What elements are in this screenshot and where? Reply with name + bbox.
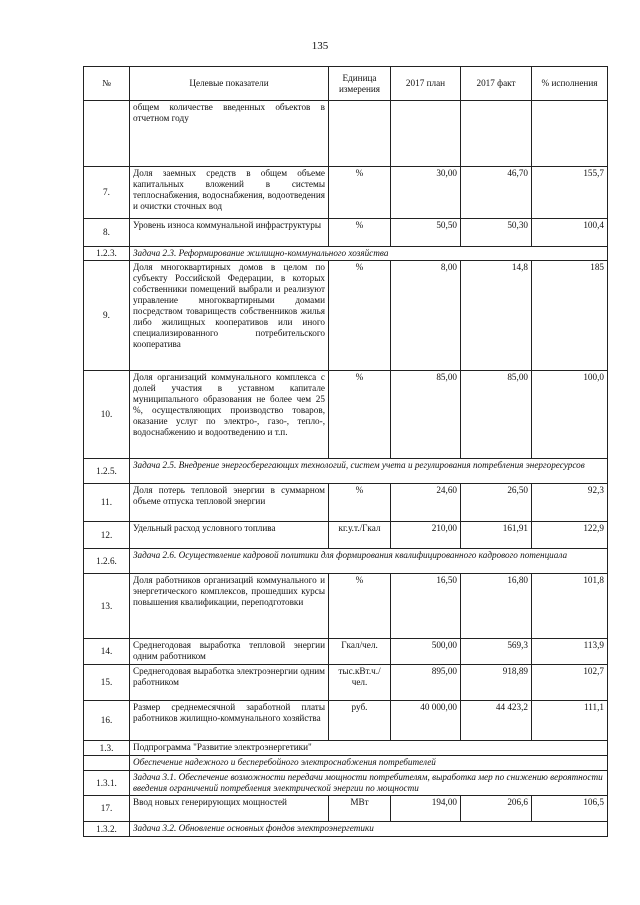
row-percent: 101,8 xyxy=(532,574,608,639)
row-unit: % xyxy=(329,219,391,247)
row-indicator: Доля заемных средств в общем объеме капитальных вложений в системы теплоснабжения, водоснабжения, водоотведения и очистки сточных вод xyxy=(130,167,329,219)
header-fact: 2017 факт xyxy=(461,67,532,101)
section-number: 1.2.5. xyxy=(84,459,130,484)
row-plan: 40 000,00 xyxy=(391,701,461,741)
row-fact: 16,80 xyxy=(461,574,532,639)
row-plan: 895,00 xyxy=(391,665,461,701)
row-unit: Гкал/чел. xyxy=(329,639,391,665)
row-plan: 30,00 xyxy=(391,167,461,219)
row-fact: 26,50 xyxy=(461,484,532,522)
table-row xyxy=(84,101,608,167)
row-fact xyxy=(461,101,532,167)
row-number: 7. xyxy=(84,167,130,219)
row-plan: 210,00 xyxy=(391,522,461,549)
row-percent: 100,4 xyxy=(532,219,608,247)
section-row xyxy=(84,771,608,796)
row-plan: 16,50 xyxy=(391,574,461,639)
row-indicator: Доля работников организаций коммунального и энергетического комплексов, прошедших курсы повышения квалификации, переподготовки xyxy=(130,574,329,639)
row-number: 10. xyxy=(84,371,130,459)
row-percent: 111,1 xyxy=(532,701,608,741)
table-row xyxy=(84,522,608,549)
row-number: 16. xyxy=(84,701,130,741)
header-unit: Единица измерения xyxy=(329,67,391,101)
section-title: Задача 3.1. Обеспечение возможности передачи мощности потребителям, выработка мер по снижению вероятности введения ограничений потребления электрической энергии по мощности xyxy=(130,771,608,796)
row-number: 11. xyxy=(84,484,130,522)
section-title: Задача 2.6. Осуществление кадровой политики для формирования квалифицированного кадрового потенциала xyxy=(130,549,608,574)
table-row xyxy=(84,574,608,639)
row-fact: 14,8 xyxy=(461,261,532,371)
table-header-row xyxy=(84,67,608,101)
row-indicator: Удельный расход условного топлива xyxy=(130,522,329,549)
row-fact: 206,6 xyxy=(461,796,532,822)
row-plan: 500,00 xyxy=(391,639,461,665)
row-indicator: Доля потерь тепловой энергии в суммарном объеме отпуска тепловой энергии xyxy=(130,484,329,522)
header-indicator: Целевые показатели xyxy=(130,67,329,101)
row-fact: 85,00 xyxy=(461,371,532,459)
row-unit: кг.у.т./Гкал xyxy=(329,522,391,549)
header-plan: 2017 план xyxy=(391,67,461,101)
section-number: 1.2.6. xyxy=(84,549,130,574)
row-percent: 155,7 xyxy=(532,167,608,219)
section-title: Задача 3.2. Обновление основных фондов электроэнергетики xyxy=(130,822,608,837)
row-indicator: Доля многоквартирных домов в целом по субъекту Российской Федерации, в которых собственники помещений выбрали и реализуют управление многоквартирными домами посредством товариществ собственников жилья либо жилищных кооперативов или иного специализированного потребительского кооператива xyxy=(130,261,329,371)
row-percent: 106,5 xyxy=(532,796,608,822)
row-percent: 113,9 xyxy=(532,639,608,665)
row-number: 14. xyxy=(84,639,130,665)
row-plan: 8,00 xyxy=(391,261,461,371)
row-percent: 185 xyxy=(532,261,608,371)
section-title: Обеспечение надежного и бесперебойного электроснабжения потребителей xyxy=(130,756,608,771)
section-title: Задача 2.5. Внедрение энергосберегающих технологий, систем учета и регулирования потребления энергоресурсов xyxy=(130,459,608,484)
table-row xyxy=(84,701,608,741)
section-row xyxy=(84,549,608,574)
section-number: 1.3.2. xyxy=(84,822,130,837)
header-percent: % исполнения xyxy=(532,67,608,101)
section-number xyxy=(84,756,130,771)
row-unit: % xyxy=(329,484,391,522)
row-plan: 194,00 xyxy=(391,796,461,822)
section-row xyxy=(84,247,608,261)
table-row xyxy=(84,219,608,247)
table-row xyxy=(84,796,608,822)
row-indicator: Доля организаций коммунального комплекса с долей участия в уставном капитале муниципального образования не более чем 25 %, осуществляющих производство товаров, оказание услуг по электро-, газо-, тепло-, водоснабжению и водоотведению и т.п. xyxy=(130,371,329,459)
row-unit: руб. xyxy=(329,701,391,741)
section-row xyxy=(84,459,608,484)
section-row xyxy=(84,756,608,771)
row-unit: МВт xyxy=(329,796,391,822)
row-indicator: общем количестве введенных объектов в отчетном году xyxy=(130,101,329,167)
header-num: № xyxy=(84,67,130,101)
row-percent: 100,0 xyxy=(532,371,608,459)
row-number: 15. xyxy=(84,665,130,701)
section-title: Подпрограмма "Развитие электроэнергетики" xyxy=(130,741,608,756)
table-row xyxy=(84,261,608,371)
section-row xyxy=(84,741,608,756)
row-percent: 122,9 xyxy=(532,522,608,549)
row-indicator: Среднегодовая выработка электроэнергии одним работником xyxy=(130,665,329,701)
row-plan: 24,60 xyxy=(391,484,461,522)
table-row xyxy=(84,484,608,522)
row-indicator: Уровень износа коммунальной инфраструктуры xyxy=(130,219,329,247)
row-number: 13. xyxy=(84,574,130,639)
table-body xyxy=(84,101,608,837)
row-indicator: Ввод новых генерирующих мощностей xyxy=(130,796,329,822)
row-unit: % xyxy=(329,574,391,639)
row-number: 9. xyxy=(84,261,130,371)
row-plan: 50,50 xyxy=(391,219,461,247)
row-indicator: Размер среднемесячной заработной платы работников жилищно-коммунального хозяйства xyxy=(130,701,329,741)
table-row xyxy=(84,639,608,665)
row-number: 12. xyxy=(84,522,130,549)
row-fact: 918,89 xyxy=(461,665,532,701)
row-unit xyxy=(329,101,391,167)
row-number: 17. xyxy=(84,796,130,822)
section-number: 1.3. xyxy=(84,741,130,756)
row-indicator: Среднегодовая выработка тепловой энергии одним работником xyxy=(130,639,329,665)
table-row xyxy=(84,167,608,219)
row-plan: 85,00 xyxy=(391,371,461,459)
row-fact: 569,3 xyxy=(461,639,532,665)
row-plan xyxy=(391,101,461,167)
section-row xyxy=(84,822,608,837)
page-number: 135 xyxy=(311,40,329,52)
row-percent: 102,7 xyxy=(532,665,608,701)
row-percent xyxy=(532,101,608,167)
section-number: 1.2.3. xyxy=(84,247,130,261)
row-percent: 92,3 xyxy=(532,484,608,522)
row-fact: 44 423,2 xyxy=(461,701,532,741)
row-unit: тыс.кВт.ч./чел. xyxy=(329,665,391,701)
row-fact: 46,70 xyxy=(461,167,532,219)
table-row xyxy=(84,665,608,701)
table-row xyxy=(84,371,608,459)
row-unit: % xyxy=(329,167,391,219)
section-title: Задача 2.3. Реформирование жилищно-коммунального хозяйства xyxy=(130,247,608,261)
target-indicators-table xyxy=(83,66,608,837)
row-unit: % xyxy=(329,371,391,459)
section-number: 1.3.1. xyxy=(84,771,130,796)
row-number: 8. xyxy=(84,219,130,247)
row-number xyxy=(84,101,130,167)
row-fact: 50,30 xyxy=(461,219,532,247)
row-unit: % xyxy=(329,261,391,371)
row-fact: 161,91 xyxy=(461,522,532,549)
